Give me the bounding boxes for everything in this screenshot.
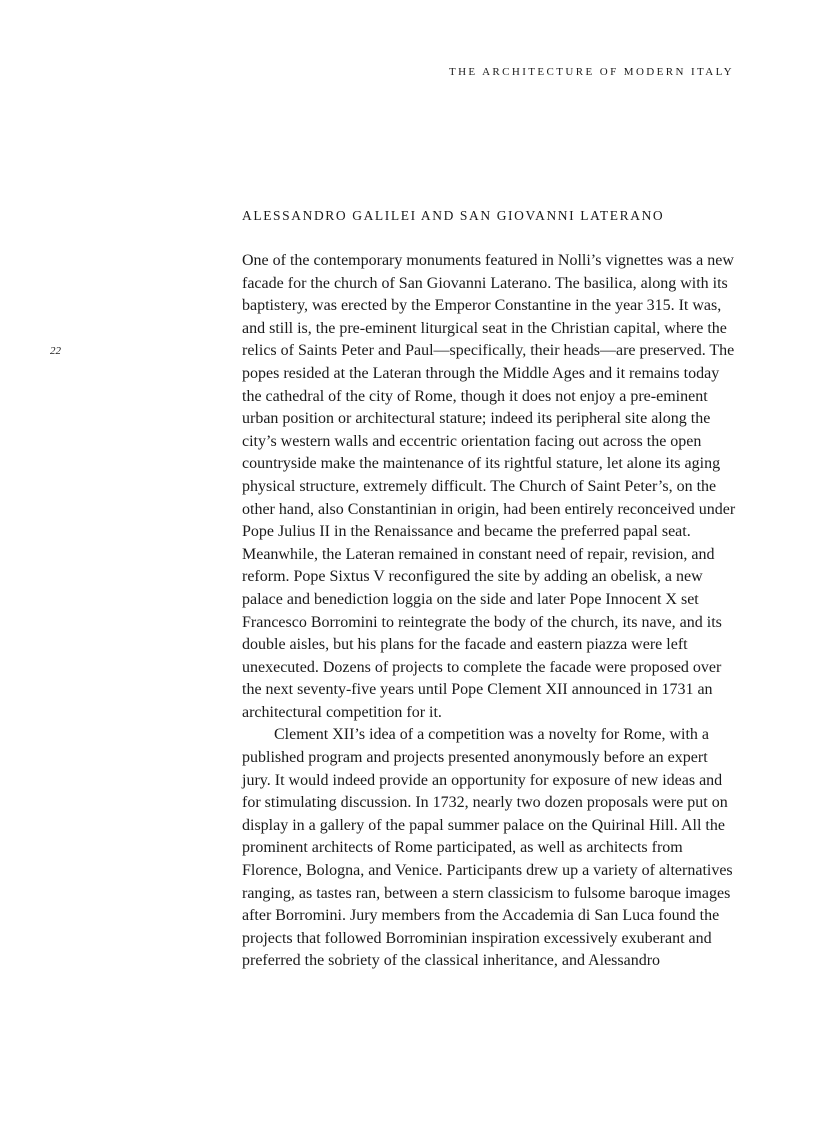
body-text (242, 250, 736, 973)
page-number: 22 (50, 345, 61, 357)
paragraph-1: One of the contemporary monuments featured in Nolli’s vignettes was a new facade for the church of San Giovanni Laterano. The basilica, along with its baptistery, was erected by the Emperor Constantine in the year 315. It was, and still is, the pre-eminent liturgical seat in the Christian capital, where the relics of Saints Peter and Paul—specifically, their heads—are preserved. The popes resided at the Lateran through the Middle Ages and it remains today the cathedral of the city of Rome, though it does not enjoy a pre-eminent urban position or architectural stature; indeed its peripheral site along the city’s western walls and eccentric orientation facing out across the open countryside make the maintenance of its rightful stature, let alone its aging physical structure, extremely difficult. The Church of Saint Peter’s, on the other hand, also Constantinian in origin, had been entirely reconceived under Pope Julius II in the Renaissance and became the preferred papal seat. Meanwhile, the Lateran remained in constant need of repair, revision, and reform. Pope Sixtus V reconfigured the site by adding an obelisk, a new palace and benediction loggia on the side and later Pope Innocent X set Francesco Borromini to reintegrate the body of the church, its nave, and its double aisles, but his plans for the facade and eastern piazza were left unexecuted. Dozens of projects to complete the facade were proposed over the next seventy-five years until Pope Clement XII announced in 1731 an architectural competition for it. (242, 252, 736, 721)
section-heading: ALESSANDRO GALILEI AND SAN GIOVANNI LATERANO (242, 208, 665, 223)
paragraph-2: Clement XII’s idea of a competition was a novelty for Rome, with a published program and projects presented anonymously before an expert jury. It would indeed provide an opportunity for exposure of new ideas and for stimulating discussion. In 1732, nearly two dozen proposals were put on display in a gallery of the papal summer palace on the Quirinal Hill. All the prominent architects of Rome participated, as well as architects from Florence, Bologna, and Venice. Participants drew up a variety of alternatives ranging, as tastes ran, between a stern classicism to fulsome baroque images after Borromini. Jury members from the Accademia di San Luca found the projects that followed Borrominian inspiration excessively exuberant and preferred the sobriety of the classical inheritance, and Alessandro (242, 726, 733, 970)
running-head-title: THE ARCHITECTURE OF MODERN ITALY (448, 66, 734, 78)
